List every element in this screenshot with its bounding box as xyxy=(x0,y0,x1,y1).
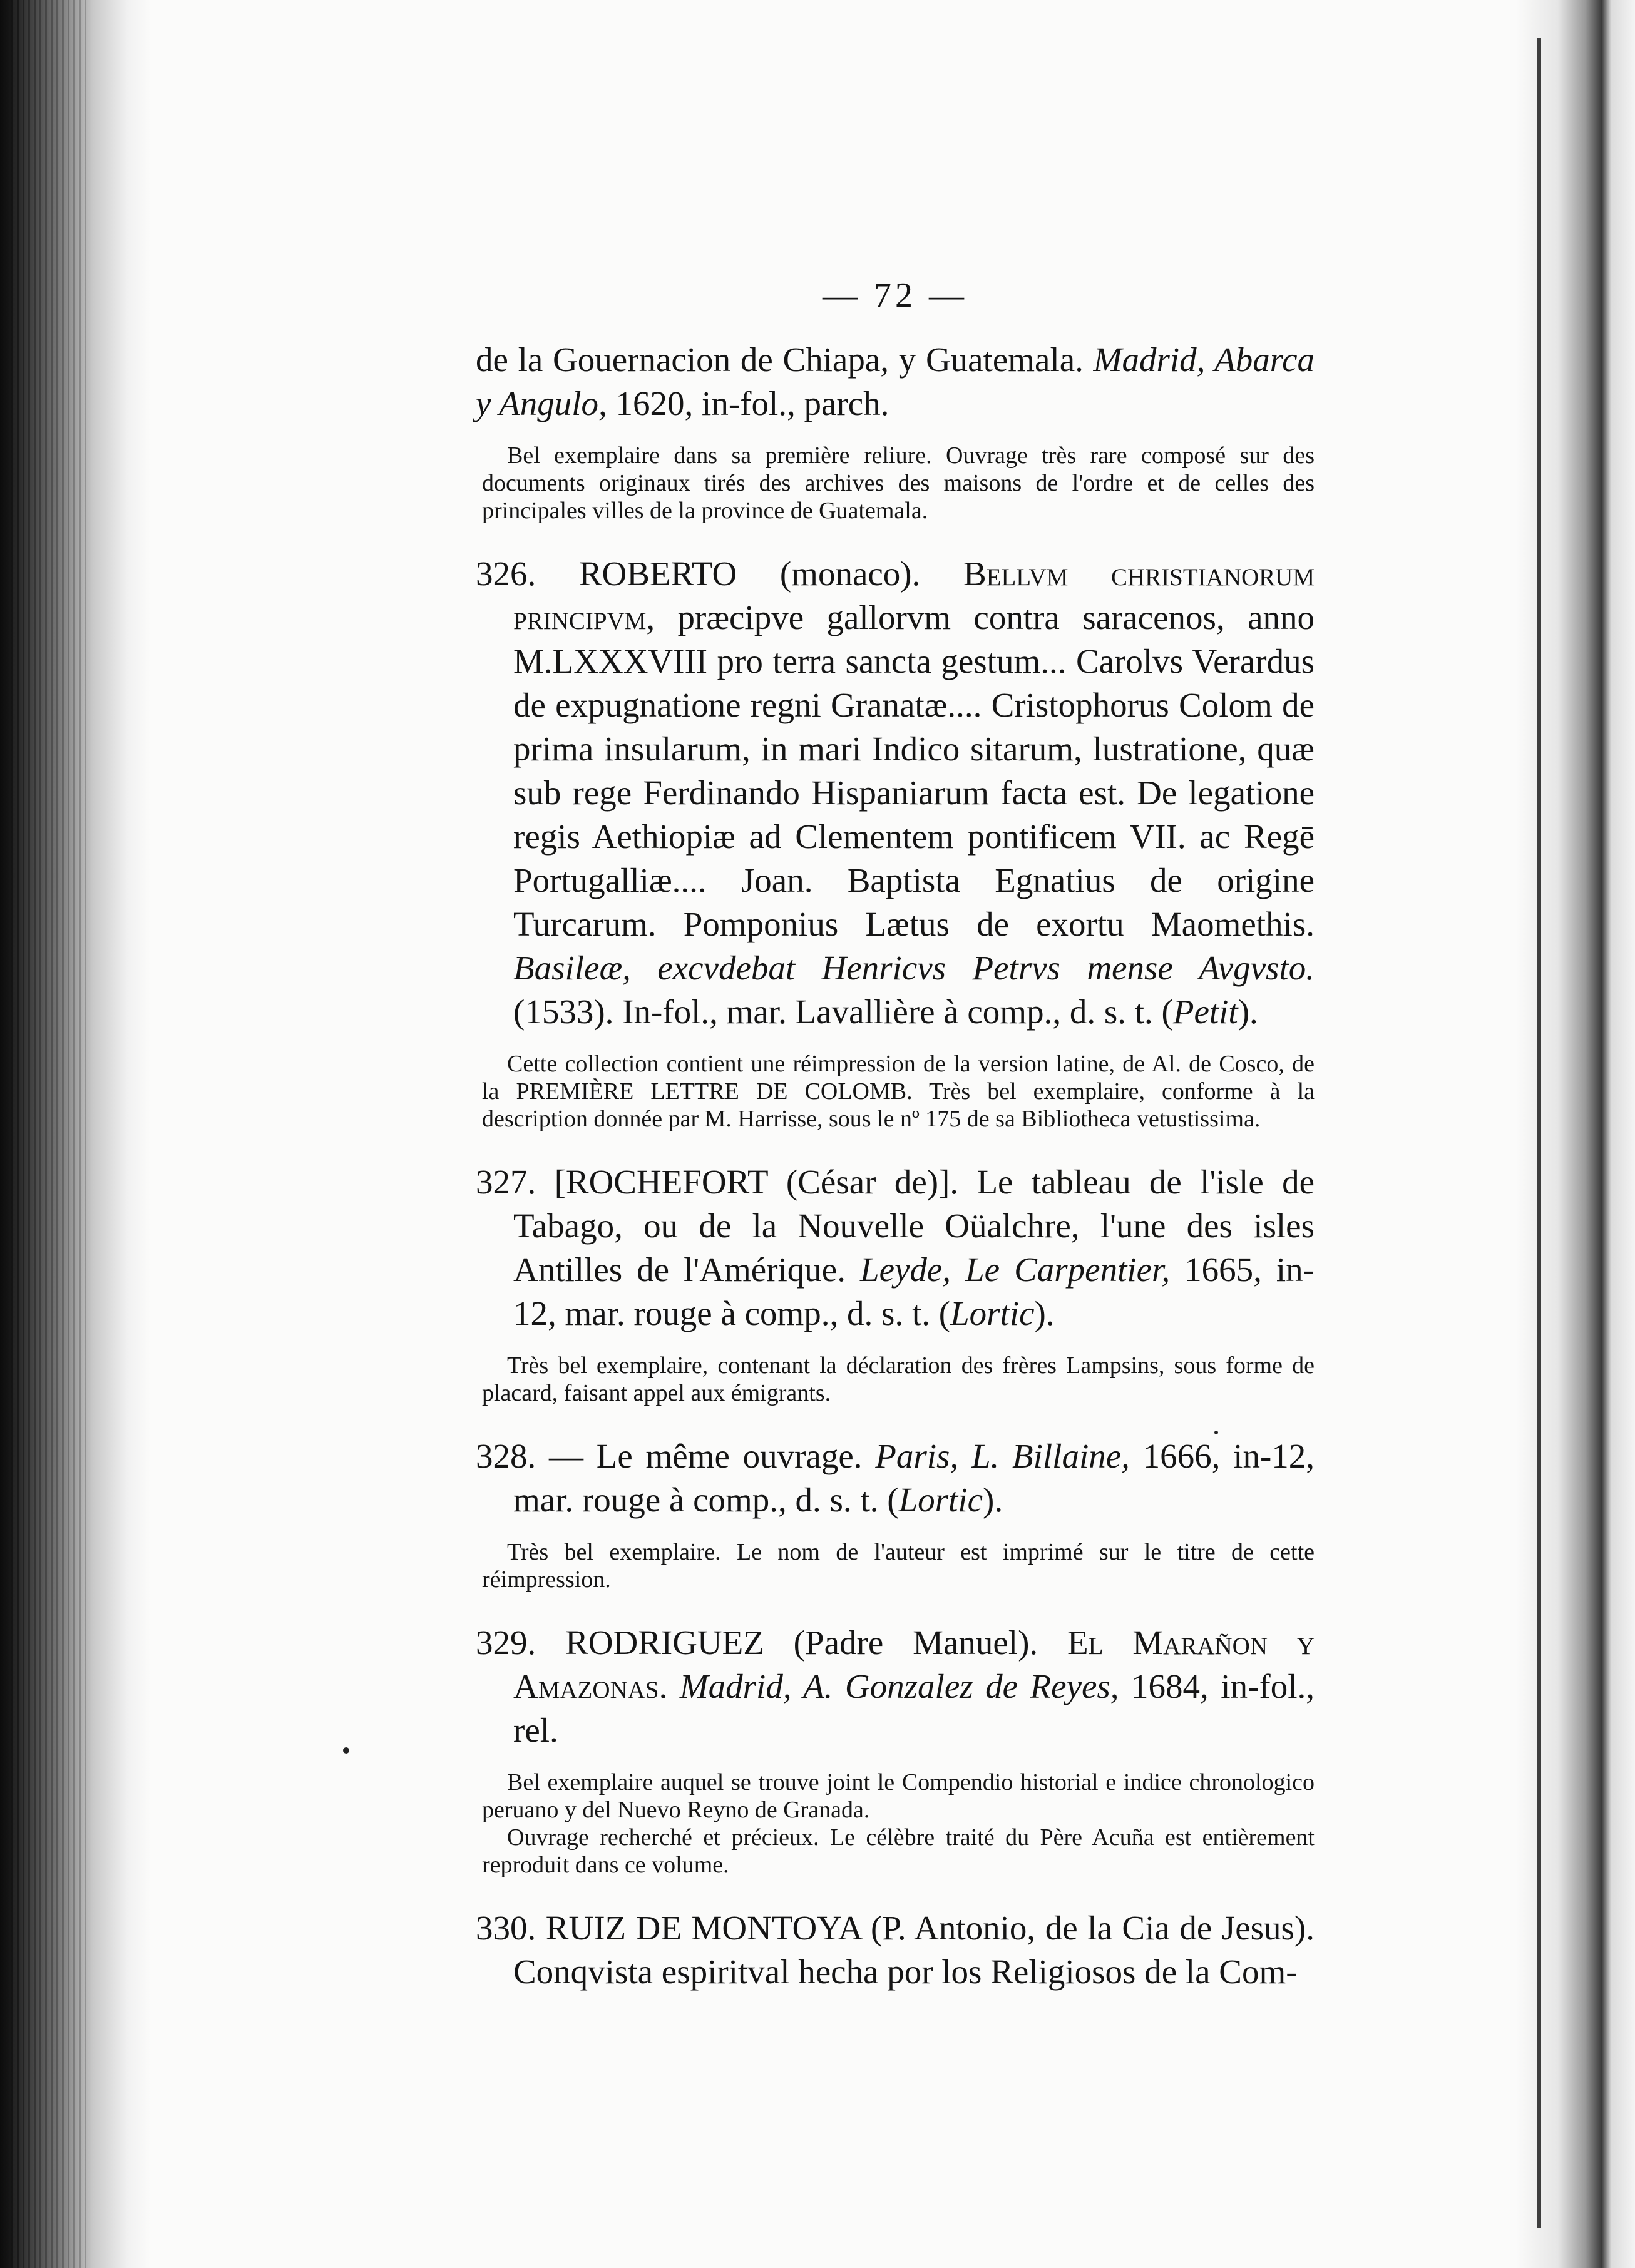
heading-text: Bellvm christianorum principvm, xyxy=(513,554,1315,636)
heading-text: ). xyxy=(1034,1294,1055,1332)
italic-imprint: Leyde, Le Carpentier, xyxy=(859,1250,1171,1289)
heading-text xyxy=(667,1667,680,1705)
italic-imprint: Lortic xyxy=(950,1294,1035,1332)
heading-text: 1620, in-fol., parch. xyxy=(607,384,889,422)
page-edge-line xyxy=(1537,38,1541,2228)
entry-heading xyxy=(476,552,1315,1034)
heading-text: ). xyxy=(983,1481,1003,1519)
entry-note xyxy=(476,1352,1315,1407)
binding-streaks xyxy=(11,0,86,2268)
entry-heading xyxy=(476,1621,1315,1752)
note-paragraph: Bel exemplaire dans sa première reliure. Ouvrage très rare composé sur des documents originaux tirés des archives des maisons de l'ordre et de celles des principales villes de la province de Guatemala. xyxy=(482,442,1315,524)
heading-text: præcipve gallorvm contra saracenos, anno M.LXXXVIII pro terra sancta gestum... Carolvs Verardus de expugnatione regni Granatæ.... Cristophorus Colom de prima insularum, in mari Indico sitarum, lustratione, quæ sub rege Ferdinando Hispaniarum facta est. De legatione regis Aethiopiæ ad Clementem pontificem VII. ac Regē Portugalliæ.... Joan. Baptista Egnatius de origine Turcarum. Pomponius Lætus de exortu Maomethis. xyxy=(513,598,1315,943)
heading-text: El Marañon y Amazonas. xyxy=(513,1623,1315,1705)
note-paragraph: Très bel exemplaire, contenant la déclaration des frères Lampsins, sous forme de placard, faisant appel aux émigrants. xyxy=(482,1352,1315,1406)
page-number: — 72 — xyxy=(823,276,968,315)
entry-heading xyxy=(476,1434,1315,1522)
italic-imprint: Petit xyxy=(1172,993,1238,1031)
catalogue-text xyxy=(476,338,1315,2021)
entry-heading xyxy=(476,1160,1315,1336)
note-paragraph: Bel exemplaire auquel se trouve joint le Compendio historial e indice chronologico peruano y del Nuevo Reyno de Granada. xyxy=(482,1769,1315,1823)
italic-imprint: Madrid, A. Gonzalez de Reyes, xyxy=(679,1667,1119,1705)
entry-heading xyxy=(476,1906,1315,1994)
note-paragraph: Très bel exemplaire. Le nom de l'auteur est imprimé sur le titre de cette réimpression. xyxy=(482,1539,1315,1593)
catalogue-entry-329 xyxy=(476,1621,1315,1879)
note-paragraph: Cette collection contient une réimpression de la version latine, de Al. de Cosco, de la PREMIÈRE LETTRE DE COLOMB. Très bel exemplaire, conforme à la description donnée par M. Harrisse, sous le nº 175 de sa Bibliotheca vetustissima. xyxy=(482,1051,1315,1132)
note-paragraph: Ouvrage recherché et précieux. Le célèbre traité du Père Acuña est entièrement reproduit dans ce volume. xyxy=(482,1824,1315,1878)
catalogue-entry-cont xyxy=(476,338,1315,524)
heading-text: de la Gouernacion de Chiapa, y Guatemala. xyxy=(476,340,1094,379)
italic-imprint: Paris, L. Billaine, xyxy=(875,1437,1130,1475)
heading-text: 327. [ROCHEFORT (César de)]. Le tableau de l'isle de Tabago, ou de la Nouvelle Oüalchre, l'une des isles Antilles de l'Amérique. xyxy=(476,1163,1315,1289)
heading-text: 328. — Le même ouvrage. xyxy=(476,1437,876,1475)
ink-speck xyxy=(343,1747,349,1754)
catalogue-entry-328 xyxy=(476,1434,1315,1593)
entry-heading xyxy=(476,338,1315,426)
entry-note xyxy=(476,1769,1315,1879)
page-edge-shadow xyxy=(1516,0,1635,2268)
italic-imprint: Basileæ, excvdebat Henricvs Petrvs mense Avgvsto. xyxy=(513,949,1315,987)
entry-note xyxy=(476,442,1315,524)
heading-text: (1533). In-fol., mar. Lavallière à comp., d. s. t. ( xyxy=(513,993,1173,1031)
heading-text: 1684, in-fol., rel. xyxy=(513,1667,1315,1749)
ink-speck xyxy=(1214,1431,1218,1434)
catalogue-entry-330 xyxy=(476,1906,1315,1994)
catalogue-entry-327 xyxy=(476,1160,1315,1407)
heading-text: 326. ROBERTO (monaco). xyxy=(476,554,963,593)
entry-note xyxy=(476,1050,1315,1133)
heading-text: 329. RODRIGUEZ (Padre Manuel). xyxy=(476,1623,1067,1662)
italic-imprint: Madrid, Abarca y Angulo, xyxy=(476,340,1315,422)
heading-text: ). xyxy=(1238,993,1258,1031)
entry-note xyxy=(476,1538,1315,1593)
heading-text: 1665, in-12, mar. rouge à comp., d. s. t. ( xyxy=(513,1250,1315,1332)
catalogue-entry-326 xyxy=(476,552,1315,1133)
italic-imprint: Lortic xyxy=(898,1481,983,1519)
heading-text: 330. RUIZ DE MONTOYA (P. Antonio, de la Cia de Jesus). Conqvista espiritval hecha por los Religiosos de la Com- xyxy=(476,1909,1315,1991)
heading-text: 1666, in-12, mar. rouge à comp., d. s. t. ( xyxy=(513,1437,1315,1519)
